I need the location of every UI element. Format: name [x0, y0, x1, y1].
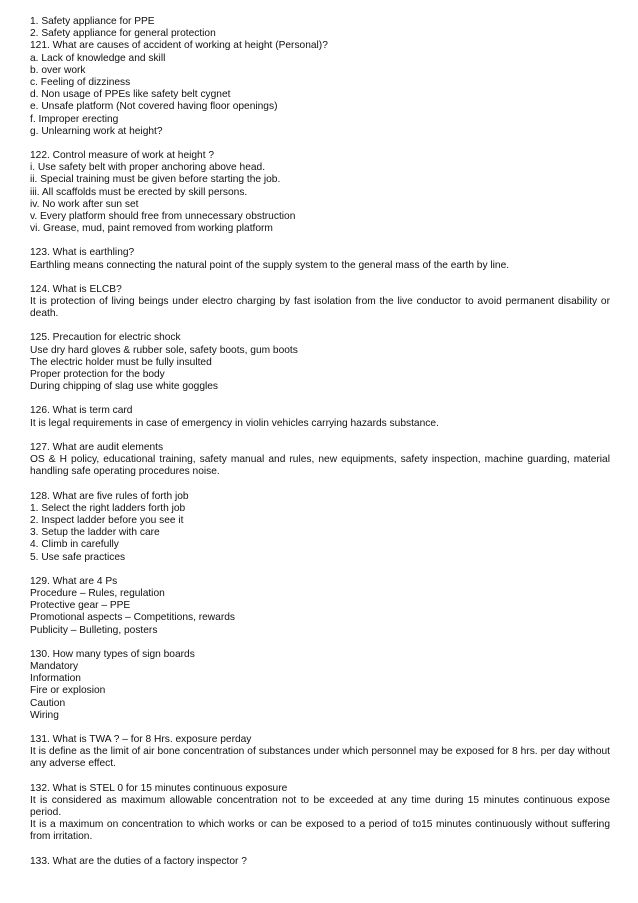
answer-line: i. Use safety belt with proper anchoring above head. [30, 162, 266, 174]
answer-line: c. Feeling of dizziness [30, 77, 131, 89]
answer-line: It is define as the limit of air bone concentration of substances under which personnel may be exposed for 8 hrs. per day without any adverse effect. [30, 746, 610, 770]
question-line: 127. What are audit elements [30, 441, 164, 453]
answer-line: a. Lack of knowledge and skill [30, 52, 166, 64]
answer-line: It is protection of living beings under electro charging by fast isolation from the live conductor to avoid permanent disability or death. [30, 296, 610, 320]
text-block [30, 576, 610, 637]
answer-line: Promotional aspects – Competitions, rewards [30, 612, 235, 624]
answer-line: iii. All scaffolds must be erected by skill persons. [30, 186, 248, 198]
answer-line: Protective gear – PPE [30, 600, 131, 612]
answer-line: vi. Grease, mud, paint removed from working platform [30, 223, 273, 235]
question-line: 132. What is STEL 0 for 15 minutes continuous exposure [30, 782, 288, 794]
text-block [30, 284, 610, 321]
answer-line: e. Unsafe platform (Not covered having floor openings) [30, 101, 278, 113]
answer-line: 3. Setup the ladder with care [30, 527, 160, 539]
answer-line: 121. What are causes of accident of working at height (Personal)? [30, 40, 328, 52]
answer-line: Mandatory [30, 660, 79, 672]
question-line: 128. What are five rules of forth job [30, 490, 189, 502]
answer-line: Use dry hard gloves & rubber sole, safety boots, gum boots [30, 344, 298, 356]
question-line: 125. Precaution for electric shock [30, 332, 181, 344]
text-block [30, 247, 610, 271]
answer-line: iv. No work after sun set [30, 198, 139, 210]
answer-line: Caution [30, 697, 66, 709]
answer-line: 2. Safety appliance for general protection [30, 28, 216, 40]
question-line: 130. How many types of sign boards [30, 648, 195, 660]
document-page [30, 16, 610, 880]
question-line: 131. What is TWA ? – for 8 Hrs. exposure perday [30, 733, 252, 745]
answer-line: f. Improper erecting [30, 113, 119, 125]
question-line: 133. What are the duties of a factory inspector ? [30, 855, 247, 867]
question-line: 1. Safety appliance for PPE [30, 16, 155, 27]
text-block [30, 491, 610, 564]
answer-line: Publicity – Bulleting, posters [30, 624, 158, 636]
answer-line: It is legal requirements in case of emergency in violin vehicles carrying hazards substance. [30, 417, 439, 429]
text-block [30, 649, 610, 722]
question-line: 129. What are 4 Ps [30, 575, 118, 587]
question-line: 122. Control measure of work at height ? [30, 150, 215, 162]
question-line: 124. What is ELCB? [30, 283, 122, 295]
text-block [30, 150, 610, 235]
answer-line: g. Unlearning work at height? [30, 125, 163, 137]
question-line: 123. What is earthling? [30, 247, 135, 259]
text-block [30, 442, 610, 479]
answer-line: Information [30, 673, 81, 685]
text-block [30, 856, 610, 868]
answer-line: Proper protection for the body [30, 369, 165, 381]
answer-line: 1. Select the right ladders forth job [30, 502, 186, 514]
answer-line: Fire or explosion [30, 685, 106, 697]
text-block [30, 332, 610, 393]
answer-line: 4. Climb in carefully [30, 539, 119, 551]
answer-line: Procedure – Rules, regulation [30, 587, 165, 599]
answer-line: OS & H policy, educational training, safety manual and rules, new equipments, safety inspection, machine guarding, material handling safe operating procedures noise. [30, 454, 610, 478]
answer-line: It is a maximum on concentration to which works or can be exposed to a period of to15 minutes continuously without suffering from irritation. [30, 819, 610, 843]
answer-line: Earthling means connecting the natural point of the supply system to the general mass of the earth by line. [30, 259, 510, 271]
answer-line: 2. Inspect ladder before you see it [30, 514, 184, 526]
answer-line: It is considered as maximum allowable concentration not to be exceeded at any time during 15 minutes continuous expose period. [30, 794, 610, 818]
answer-line: d. Non usage of PPEs like safety belt cygnet [30, 89, 231, 101]
answer-line: 5. Use safe practices [30, 551, 126, 563]
answer-line: ii. Special training must be given before starting the job. [30, 174, 281, 186]
answer-line: The electric holder must be fully insulted [30, 356, 212, 368]
answer-line: During chipping of slag use white goggles [30, 381, 219, 393]
question-line: 126. What is term card [30, 405, 133, 417]
text-block [30, 783, 610, 844]
answer-line: v. Every platform should free from unnecessary obstruction [30, 211, 296, 223]
text-block [30, 734, 610, 771]
answer-line: b. over work [30, 64, 86, 76]
text-block [30, 16, 610, 138]
text-block [30, 405, 610, 429]
answer-line: Wiring [30, 709, 59, 721]
